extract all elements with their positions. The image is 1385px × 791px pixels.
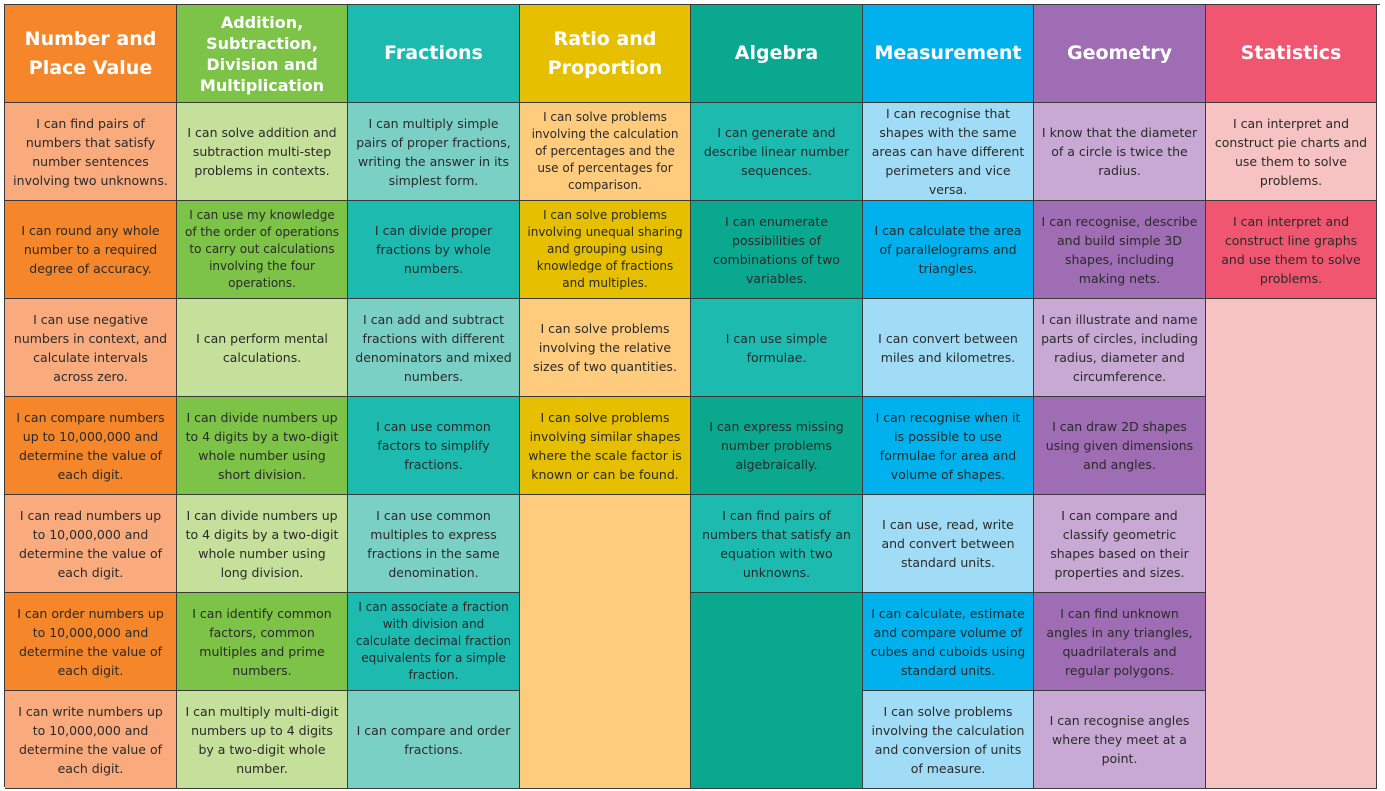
objective-cell [691,201,863,299]
header-ratio-proportion [520,5,691,103]
objective-cell [5,691,177,789]
objective-text: I can use common factors to simplify fractions. [376,419,491,472]
objective-text: I can solve problems involving the calculation of percentages and the use of percentages for comparison. [531,110,679,192]
objective-cell [177,397,348,495]
header-statistics [1206,5,1377,103]
objective-text: I can illustrate and name parts of circles, including radius, diameter and circumference. [1041,311,1198,384]
objective-text: I can order numbers up to 10,000,000 and determine the value of each digit. [17,605,164,678]
objective-text: I can interpret and construct pie charts and use them to solve problems. [1214,115,1368,188]
objective-text: I can recognise that shapes with the same areas can have different perimeters and vice versa. [871,106,1025,197]
objective-text: I can write numbers up to 10,000,000 and determine the value of each digit. [18,703,163,776]
empty-cell [691,593,863,789]
header-label: Number and Place Value [24,27,157,79]
objective-text: I can calculate the area of parallelograms and triangles. [874,223,1022,276]
objective-cell [520,299,691,397]
objective-cell [348,691,520,789]
header-addition-subtraction [177,5,348,103]
objective-text: I can recognise, describe and build simple 3D shapes, including making nets. [1041,213,1198,286]
objective-text: I can divide proper fractions by whole numbers. [374,223,493,276]
objective-cell [691,397,863,495]
objective-text: I can solve problems involving the relative sizes of two quantities. [533,321,677,374]
objective-cell [5,397,177,495]
objective-cell [177,103,348,201]
objective-cell [348,593,520,691]
objective-cell [348,201,520,299]
objective-cell [691,495,863,593]
objective-text: I can compare and order fractions. [356,722,511,757]
objective-cell [5,593,177,691]
objective-text: I can use my knowledge of the order of operations to carry out calculations involving the four operations. [185,208,339,290]
objective-cell [177,691,348,789]
objective-cell [1206,103,1377,201]
objective-text: I can divide numbers up to 4 digits by a two-digit whole number using short division. [185,409,339,482]
objective-text: I can identify common factors, common multiples and prime numbers. [192,605,332,678]
objective-text: I can use simple formulae. [725,330,828,365]
objective-text: I can use, read, write and convert between standard units. [881,517,1015,570]
objective-text: I can read numbers up to 10,000,000 and determine the value of each digit. [18,507,163,580]
objective-text: I can multiply simple pairs of proper fractions, writing the answer in its simplest form. [356,115,511,188]
header-fractions [348,5,520,103]
objective-cell [691,299,863,397]
objective-text: I can solve problems involving unequal sharing and grouping using knowledge of fractions and multiples. [527,208,683,290]
objective-text: I can find pairs of numbers that satisfy an equation with two unknowns. [702,507,851,580]
objective-cell [863,103,1034,201]
objective-cell [5,299,177,397]
objectives-grid [4,4,1380,787]
header-measurement [863,5,1034,103]
header-label: Geometry [1066,42,1173,64]
objective-text: I can round any whole number to a required degree of accuracy. [21,223,160,276]
header-label: Fractions [384,42,483,64]
objective-cell [348,495,520,593]
objective-cell [863,397,1034,495]
objective-cell [1034,299,1206,397]
empty-cell [1206,299,1377,789]
objective-cell [863,299,1034,397]
objective-cell [177,201,348,299]
objective-cell [520,201,691,299]
objective-cell [1034,495,1206,593]
objective-text: I can compare numbers up to 10,000,000 and determine the value of each digit. [16,409,165,482]
objective-text: I know that the diameter of a circle is twice the radius. [1041,125,1198,178]
objective-text: I can add and subtract fractions with different denominators and mixed numbers. [355,311,512,384]
objective-text: I can compare and classify geometric shapes based on their properties and sizes. [1050,507,1189,580]
objective-text: I can divide numbers up to 4 digits by a two-digit whole number using long division. [185,507,339,580]
empty-cell [520,495,691,789]
objective-cell [863,691,1034,789]
objective-cell [1206,201,1377,299]
objective-text: I can convert between miles and kilometres. [878,330,1018,365]
header-label: Algebra [734,42,819,64]
objective-cell [1034,593,1206,691]
objective-cell [1034,397,1206,495]
objective-text: I can interpret and construct line graphs and use them to solve problems. [1221,213,1361,286]
objective-text: I can use negative numbers in context, and calculate intervals across zero. [13,311,168,384]
objective-text: I can recognise angles where they meet at a point. [1049,713,1190,766]
header-label: Ratio and Proportion [547,27,663,79]
objective-text: I can draw 2D shapes using given dimensions and angles. [1045,419,1194,472]
objective-cell [863,201,1034,299]
objective-text: I can calculate, estimate and compare volume of cubes and cuboids using standard units. [870,605,1026,678]
objective-cell [348,397,520,495]
objective-cell [5,495,177,593]
objective-cell [1034,691,1206,789]
header-label: Statistics [1240,42,1342,64]
objective-text: I can express missing number problems algebraically. [709,419,844,472]
header-number-place-value [5,5,177,103]
objective-cell [1034,201,1206,299]
objective-text: I can perform mental calculations. [196,330,328,365]
objective-cell [177,495,348,593]
objective-text: I can enumerate possibilities of combinations of two variables. [713,213,840,286]
objective-cell [1034,103,1206,201]
objective-cell [5,103,177,201]
objective-cell [863,495,1034,593]
objective-text: I can solve problems involving the calculation and conversion of units of measure. [871,703,1025,776]
objective-cell [177,593,348,691]
objective-text: I can generate and describe linear number sequences. [703,125,850,178]
objective-text: I can recognise when it is possible to use formulae for area and volume of shapes. [875,409,1021,482]
objective-cell [691,103,863,201]
header-algebra [691,5,863,103]
objective-cell [177,299,348,397]
objective-text: I can associate a fraction with division and calculate decimal fraction equivalents for a simple fraction. [355,600,512,682]
objective-cell [520,103,691,201]
header-geometry [1034,5,1206,103]
objective-text: I can find pairs of numbers that satisfy number sentences involving two unknowns. [13,115,168,188]
objective-text: I can solve addition and subtraction multi-step problems in contexts. [187,125,337,178]
objective-cell [5,201,177,299]
objective-text: I can use common multiples to express fractions in the same denomination. [367,507,500,580]
objective-text: I can find unknown angles in any triangles, quadrilaterals and regular polygons. [1046,605,1193,678]
objective-cell [348,299,520,397]
objective-text: I can solve problems involving similar shapes where the scale factor is known or can be found. [528,409,682,482]
objective-cell [520,397,691,495]
header-label: Addition, Subtraction, Division and Multiplication [199,12,325,95]
objective-text: I can multiply multi-digit numbers up to 4 digits by a two-digit whole number. [185,703,339,776]
objective-cell [863,593,1034,691]
objective-cell [348,103,520,201]
header-label: Measurement [874,42,1022,64]
